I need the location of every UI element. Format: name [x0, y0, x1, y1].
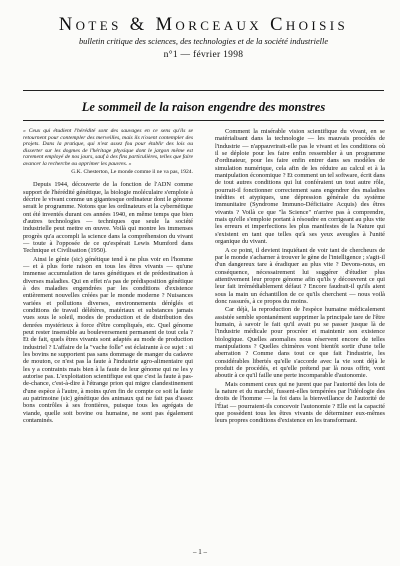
paragraph: Depuis 1944, découverte de la fonction de l'ADN comme support de l'hérédité génétique, la biologie moléculaire s'emploie à décrire le vivant comme un gigantesque ordinateur dont le génome serait le programme. Notons que les ordinateurs et la cybernétique ont été inventés durant ces années 1940, en même temps que bien d'autres technologies — techniques que seule la société industrielle peut mettre en œuvre. Voilà qui montre les immenses progrès qu'a accompli la science dans la compréhension du vivant — toute à l'opposée de ce qu'espérait Lewis Mumford dans Technique et Civilisation (1950).	[23, 181, 193, 255]
paragraph: A ce point, il devient inquiétant de voir tant de chercheurs de par le monde s'acharner à trouver le gène de l'intelligence ; s'agit-il d'un dangereux tare à éradiquer au plus vite ? Devons-nous, en conséquence, nécessairement lui suggérer d'étudier plus attentivement leur propre génome afin qu'ils y découvrent ce qui leur fait irrémédiablement défaut ? Encore faudrait-il qu'ils aient sous la main un échantillon de ce qu'ils cherchent — nous voilà donc rassurés, à ce propos du moins.	[215, 246, 385, 305]
headline-rule	[23, 120, 384, 121]
top-rule	[23, 90, 384, 91]
epigraph-source: G.K. Chesterton, Le monde comme il ne va pas, 1924.	[71, 168, 193, 175]
paragraph: Mais comment ceux qui ne jurent que par l'autorité des lois de la nature et du marché, fussent-elles tempérées par l'idéologie des droits de l'homme — la foi dans la bienveillance de l'autorité de l'État — pourraient-ils concevoir l'autonomie ? Elle est la capacité que possèdent tous les êtres vivants de déterminer eux-mêmes leurs propres conditions d'existence en les transformant.	[215, 380, 385, 425]
paragraph: Ainsi le génie (sic) génétique tend à ne plus voir en l'homme — et à plus forte raison en tous les êtres vivants — qu'une immense accumulation de tares génétiques et de prédestination à diverses maladies. Qui en effet n'a pas de prédisposition génétique à des maladies engendrées par les conditions d'existence entièrement nouvelles créées par le monde moderne ? Nuisances variées et pollutions diverses, environnements déréglés et conditions de travail délétères, matériaux et substances jamais vues sous le soleil, modes de production et de distribution des denrées mystérieux à force d'être compliqués, etc. Quel génome peut rester insensible au bouleversement permanent de tout cela ? Et de fait, quels êtres vivants sont adaptés au mode de production industriel ? L'affaire de la "vache folle" est éclairante à ce sujet : si les bovins ne supportent pas sans dommage de manger du cadavre de mouton, ce n'est pas la faute à l'industrie agro-alimentaire qui les y a contraints mais bien à la faute de leur génome qui ne les y autorise pas. L'exploitation scientifique est que c'est la faute à pas-de-chance, c'est-à-dire à l'étrange prion qui migre clandestinement d'une espèce à l'autre, à moins qu'en fin de compte ce soit la faute au patrimoine (sic) génétique des animaux qui ne fait pas d'assez bons contrôles à ses frontières, puisque tous les agrégats de viande, quelle soit bovine ou humaine, ne sont pas également contaminés.	[23, 255, 193, 425]
masthead-subtitle: bulletin critique des sciences, des technologies et de la société industrielle	[78, 37, 329, 46]
paragraph: Car déjà, la reproduction de l'espèce humaine médicalement assistée semble spontanément supprimer la principale tare de l'être humain, à savoir le fait qu'il avait pu se passer jusque là de l'industrie médicale pour procréer et maintenir son existence biologique. Quelles anomalies nous réservent encore de telles manipulations ? Quelles chimères vont bientôt sortir d'une telle aberration ? Comme dans tout ce que fait l'industrie, les considérables libertés qu'elle s'accorde avec la vie sont déjà le produit de procédés, et qu'elle prétend par là nous offrir, vont aboutir à ce qu'il faille une perte incomparable d'autonomie.	[215, 306, 385, 380]
paragraph: Comment la misérable vision scientifique du vivant, en se matérialisant dans la technologie — les mauvais procédés de l'industrie — n'appauvrirait-elle pas le vivant et les conditions où il se déploie pour les faire enfin ressembler à un programme d'ordinateur, pour les faire enfin entrer dans ses modèles de simulation numérique, cela afin de les réduire au calcul et à la manipulation économique ? Et comment un tel software, écrit dans de tout autres conditions qui lui conféraient un tout autre rôle, pourrait-il fonctionner correctement sans engendrer des maladies inédites et atypiques, une dépression générale du système immunitaire (Syndrome Immuno-Déficitaire Acquis) des êtres vivants ? Voilà ce que "la Science" n'arrive pas à comprendre, mais qu'elle s'emploie portant à résoudre en corrigeant au plus vite les erreurs et imperfections les plus manifestes de la Nature qui s'existent en tant que telles qu'à ses yeux aveugles à l'unité organique du vivant.	[215, 128, 385, 246]
issue-number: n°1 — février 1998	[163, 49, 244, 60]
left-column	[23, 128, 193, 538]
masthead	[23, 12, 384, 94]
masthead-title: Notes & Morceaux Choisis	[58, 15, 349, 35]
article-headline: Le sommeil de la raison engendre des monstres	[81, 100, 326, 114]
page-number: – 1 –	[193, 548, 207, 556]
epigraph: « Ceux qui étudient l'hérédité sont des sauvages en ce sens qu'ils se retournent pour contempler des merveilles, mais ils n'osent contempler des projets. Dans la pratique, qui n'est assez fou pour établir des lois ou disserter sur les dogmes de l'héritage physique dont le jargon même est rarement employé de nos jours, sauf à des fins particulières, telles que faire avancer la recherche ou opprimer les pauvres. »	[23, 128, 193, 167]
right-column	[215, 128, 385, 538]
